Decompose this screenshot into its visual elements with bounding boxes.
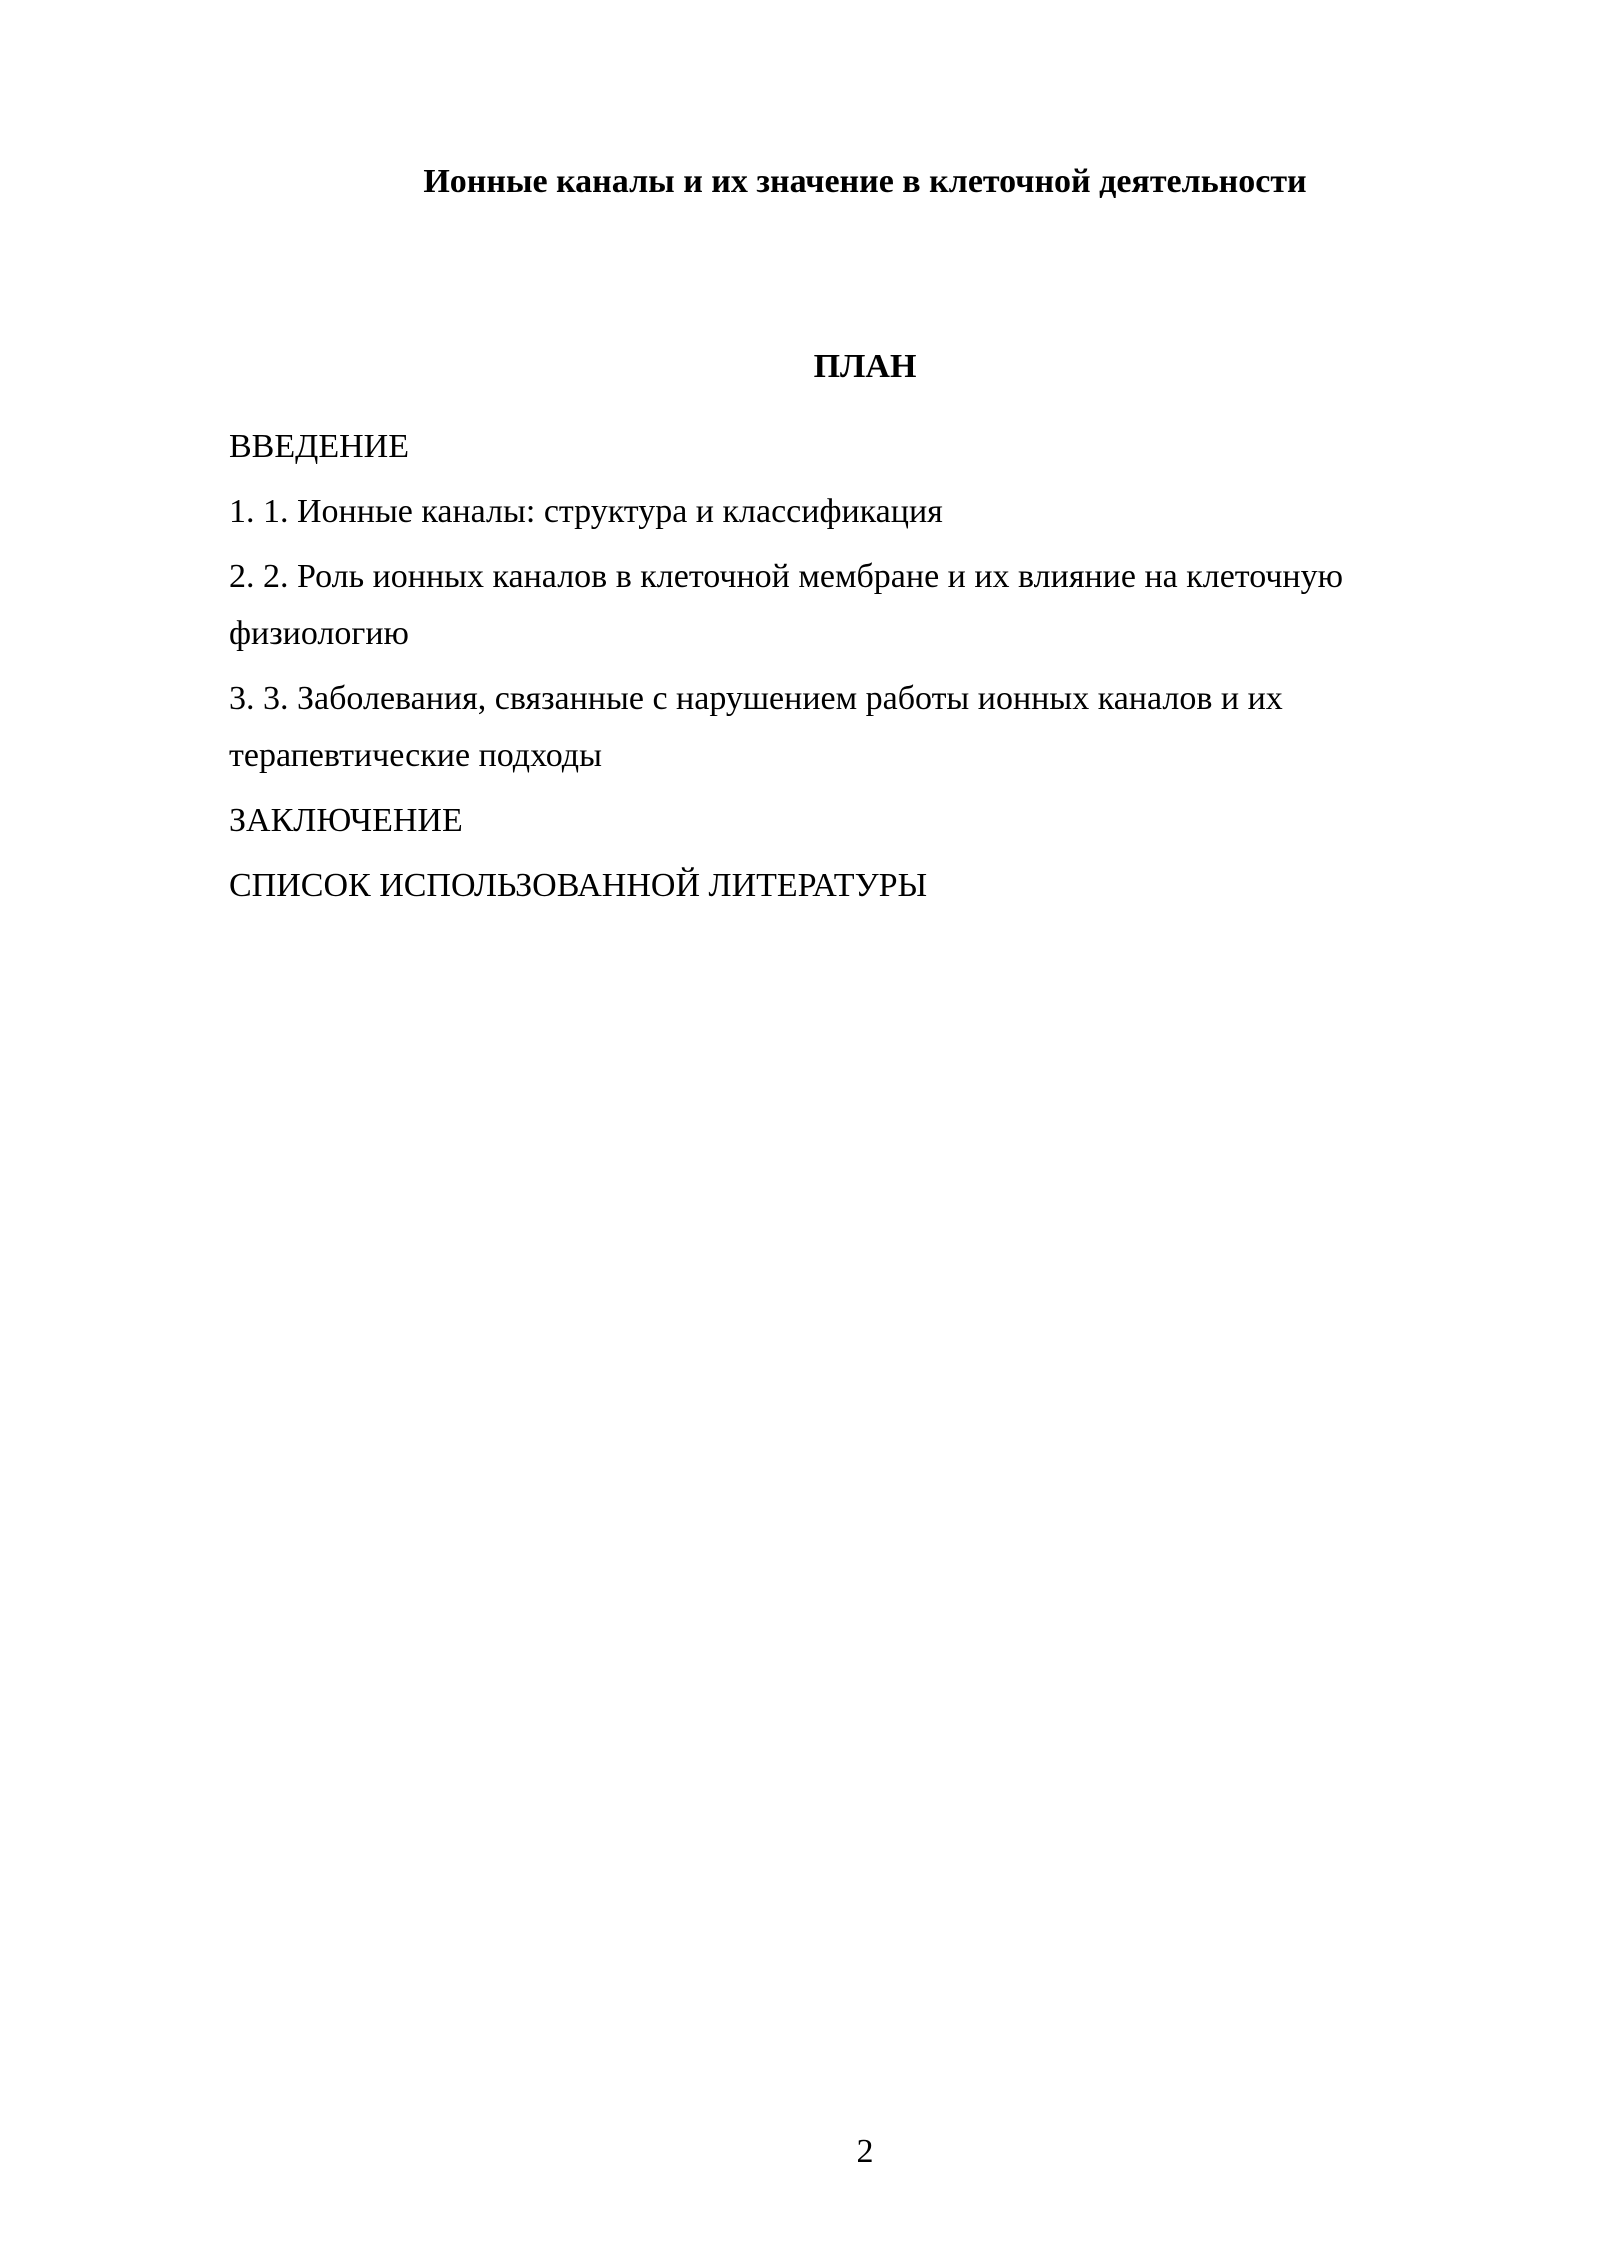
table-of-contents [229,418,1489,922]
toc-item-section-3: 3. 3. Заболевания, связанные с нарушением работы ионных каналов и их терапевтические подходы [229,680,1283,774]
toc-item-section-1: 1. 1. Ионные каналы: структура и классификация [229,493,943,530]
page-number: 2 [856,2133,874,2170]
toc-item-section-2: 2. 2. Роль ионных каналов в клеточной мембране и их влияние на клеточную физиологию [229,558,1344,652]
toc-item-conclusion: ЗАКЛЮЧЕНИЕ [229,802,463,839]
document-title: Ионные каналы и их значение в клеточной деятельности [423,163,1307,200]
toc-item-references: СПИСОК ИСПОЛЬЗОВАННОЙ ЛИТЕРАТУРЫ [229,867,928,904]
toc-item-introduction: ВВЕДЕНИЕ [229,428,409,465]
plan-heading: ПЛАН [813,348,917,385]
